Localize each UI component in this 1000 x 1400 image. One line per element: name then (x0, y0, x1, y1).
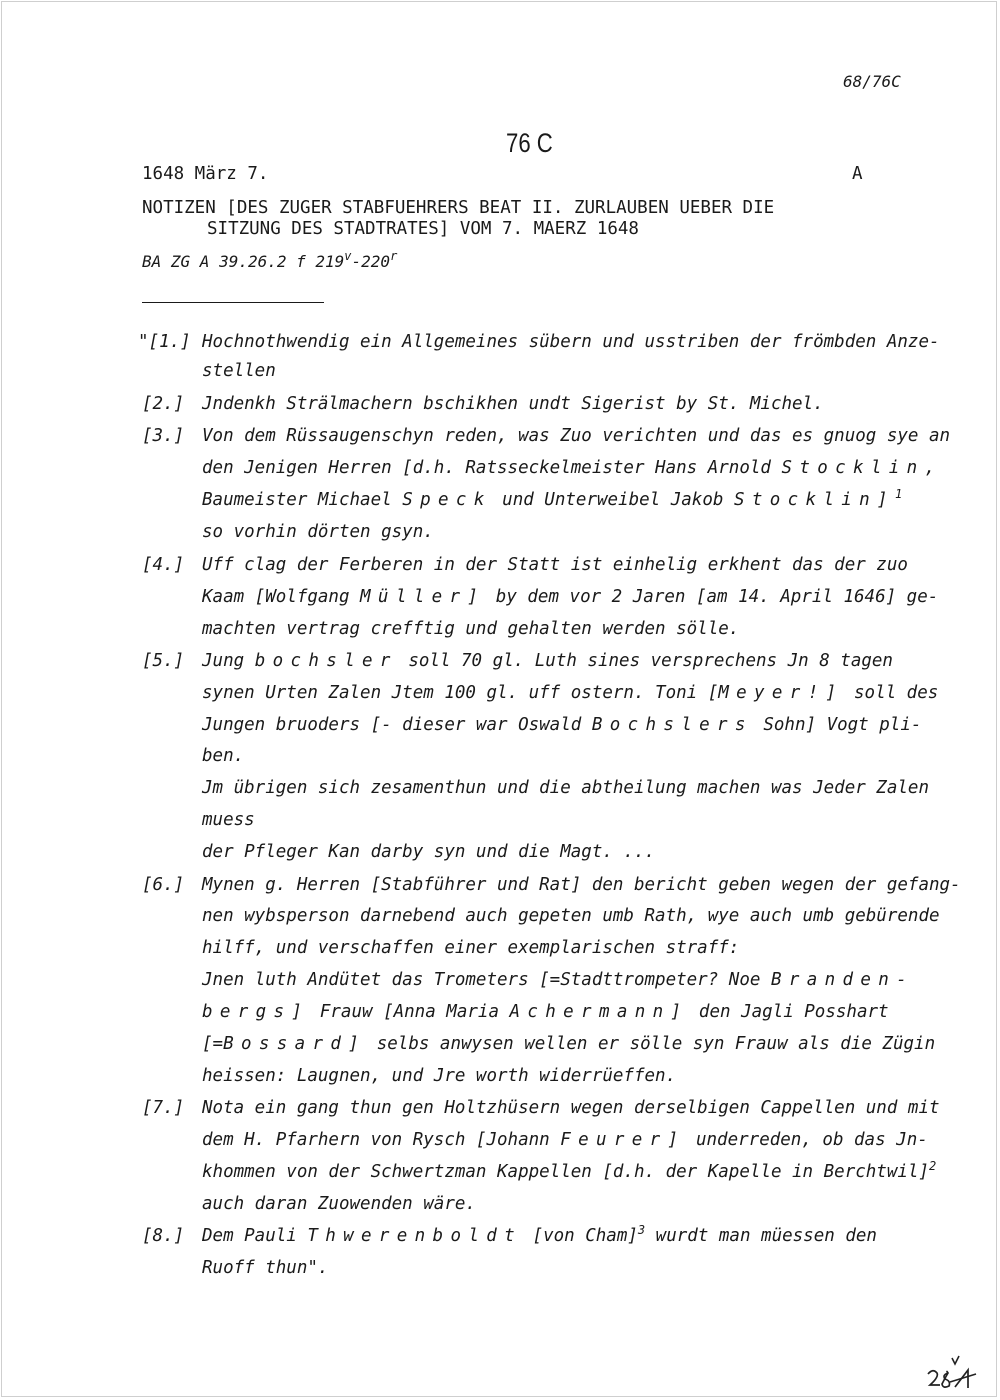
item-6-line: Mynen g. Herren [Stabführer und Rat] den bericht geben wegen der gefang- (202, 875, 961, 895)
item-7-line: dem H. Pfarhern von Rysch [Johann Feurer] underreden, ob das Jn- (202, 1130, 928, 1150)
item-5-number: [5.] (142, 651, 185, 671)
section-letter: A (852, 164, 863, 184)
item-6-line: heissen: Laugnen, und Jre worth widerrüeffen. (202, 1066, 677, 1086)
document-date: 1648 März 7. (142, 164, 269, 184)
item-5-line: Jung bochsler soll 70 gl. Luth sines versprechens Jn 8 tagen (202, 651, 893, 671)
divider (142, 302, 324, 303)
item-4-line: Uff clag der Ferberen in der Statt ist einhelig erkhent das der zuo (202, 555, 908, 575)
item-3-number: [3.] (142, 426, 185, 446)
item-1-line: Hochnothwendig ein Allgemeines sübern und usstriben der frömbden Anze- (202, 332, 940, 352)
item-3-line: Baumeister Michael Speck und Unterweibel Jakob Stocklin]$^1$ (202, 487, 903, 510)
title-line-2: SITZUNG DES STADTRATES] VOM 7. MAERZ 1648 (207, 219, 639, 239)
item-6-line: [=Bossard] selbs anwysen wellen er sölle syn Frauw als die Zügin (202, 1034, 936, 1054)
document-number: 76 C (506, 128, 553, 158)
item-7-line: auch daran Zuowenden wäre. (202, 1194, 476, 1214)
item-5-line: synen Urten Zalen Jtem 100 gl. uff ostern. Toni [Meyer!] soll des (202, 683, 939, 703)
item-4-number: [4.] (142, 555, 185, 575)
item-5-line: der Pfleger Kan darby syn und die Magt. ... (202, 842, 656, 862)
item-5-line: Jungen bruoders [- dieser war Oswald Bochslers Sohn] Vogt pli- (202, 715, 922, 735)
item-3-line: den Jenigen Herren [d.h. Ratsseckelmeister Hans Arnold Stocklin, (202, 458, 943, 478)
item-8-line: Ruoff thun". (202, 1258, 329, 1278)
item-8-number: [8.] (142, 1226, 185, 1246)
title-line-1: NOTIZEN [DES ZUGER STABFUEHRERS BEAT II. ZURLAUBEN UEBER DIE (142, 198, 775, 218)
item-7-line: khommen von der Schwertzman Kappellen [d.h. der Kapelle in Berchtwil]$^2$ (202, 1159, 937, 1182)
item-2-number: [2.] (142, 394, 185, 414)
item-6-line: Jnen luth Andütet das Trometers [=Stadttrompeter? Noe Branden- (202, 970, 915, 990)
item-6-line: bergs] Frauw [Anna Maria Achermann] den Jagli Posshart (202, 1002, 889, 1022)
item-3-line: so vorhin dörten gsyn. (202, 522, 434, 542)
item-7-number: [7.] (142, 1098, 185, 1118)
item-5-line: ben. (202, 746, 245, 766)
source-reference: BA ZG A 39.26.2 f 219$^v$-220$^r$ (142, 249, 398, 271)
item-5-line: muess (202, 810, 255, 830)
handwritten-page-number (922, 1352, 978, 1392)
item-3-line: Von dem Rüssaugenschyn reden, was Zuo verichten und das es gnuog sye an (202, 426, 951, 446)
item-6-line: hilff, und verschaffen einer exemplarischen straff: (202, 938, 740, 958)
item-8-line: Dem Pauli Thwerenboldt [von Cham]$^3$ wurdt man müessen den (202, 1223, 877, 1246)
item-4-line: machten vertrag crefftig und gehalten werden sölle. (202, 619, 740, 639)
item-6-line: nen wybsperson darnebend auch gepeten umb Rath, wye auch umb gebürende (202, 906, 940, 926)
item-1-number: "[1.] (138, 332, 191, 352)
item-2-line: Jndenkh Strälmachern bschikhen undt Sigerist by St. Michel. (202, 394, 824, 414)
item-7-line: Nota ein gang thun gen Holtzhüsern wegen derselbigen Cappellen und mit (202, 1098, 940, 1118)
item-6-number: [6.] (142, 875, 185, 895)
item-4-line: Kaam [Wolfgang Müller] by dem vor 2 Jaren [am 14. April 1646] ge- (202, 587, 939, 607)
item-5-line: Jm übrigen sich zesamenthun und die abtheilung machen was Jeder Zalen (202, 778, 929, 798)
page-reference: 68/76C (843, 72, 901, 91)
item-1-line: stellen (202, 361, 276, 381)
